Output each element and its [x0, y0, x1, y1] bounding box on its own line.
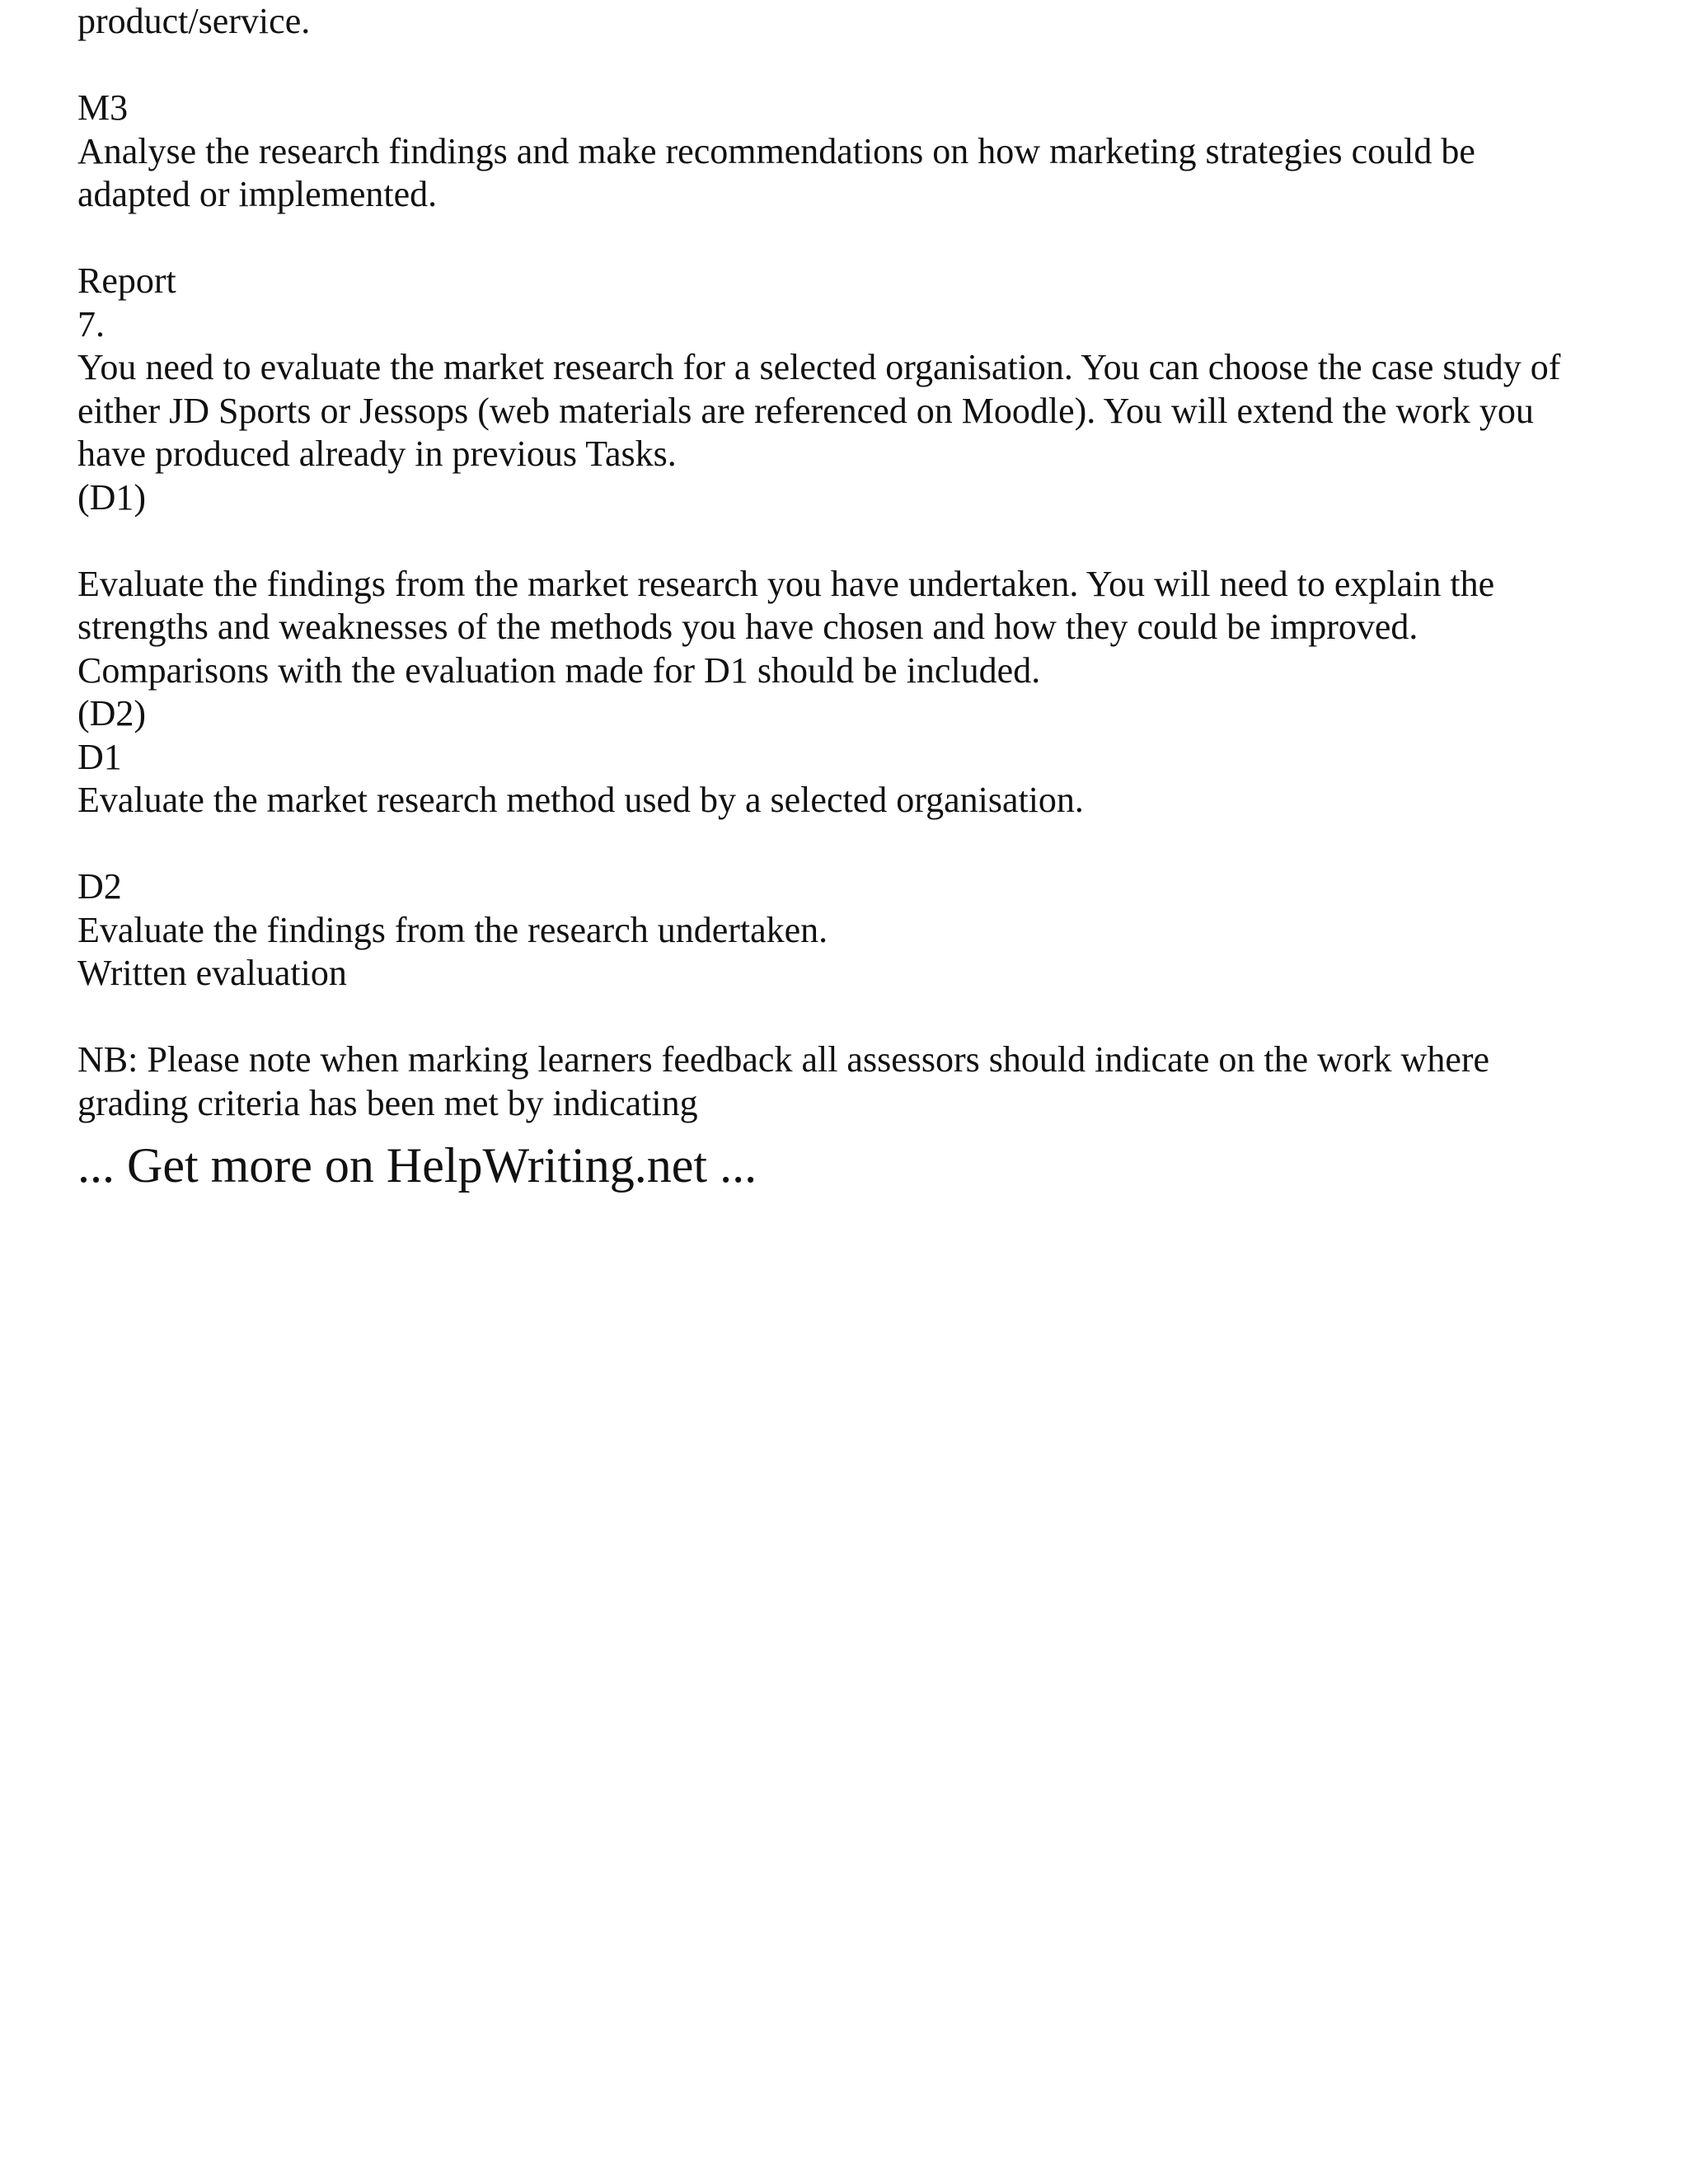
text-line: product/service. [77, 1, 311, 41]
text-line: Written evaluation [77, 953, 347, 993]
text-line: have produced already in previous Tasks. [77, 434, 677, 474]
text-line: Comparisons with the evaluation made for D1 should be included. [77, 649, 1041, 691]
criterion-code-d2: D2 [77, 866, 122, 907]
criterion-code-m3: M3 [77, 87, 129, 128]
get-more-link[interactable]: ... Get more on HelpWriting.net ... [77, 1138, 757, 1193]
criterion-ref-d1: (D1) [77, 476, 147, 518]
text-line: either JD Sports or Jessops (web materials are referenced on Moodle). You will extend the work you [77, 390, 1534, 431]
text-line: You need to evaluate the market research for a selected organisation. You can choose the case study of [77, 347, 1561, 387]
text-line: Evaluate the findings from the research undertaken. [77, 909, 828, 950]
criterion-code-d1: D1 [77, 736, 122, 777]
task-number: 7. [77, 303, 105, 344]
text-line: NB: Please note when marking learners feedback all assessors should indicate on the work where [77, 1039, 1490, 1080]
text-line: Evaluate the findings from the market research you have undertaken. You will need to explain the [77, 563, 1495, 604]
text-line: adapted or implemented. [77, 174, 438, 214]
paragraph-gap [77, 217, 1643, 260]
paragraph-gap [77, 519, 1643, 563]
document-page [77, 0, 1643, 1194]
text-line: Evaluate the market research method used by a selected organisation. [77, 780, 1084, 820]
text-line: grading criteria has been met by indicating [77, 1082, 698, 1123]
paragraph-gap [77, 996, 1643, 1039]
section-label-report: Report [77, 260, 176, 301]
text-line: Analyse the research findings and make recommendations on how marketing strategies could be [77, 130, 1475, 171]
text-line: strengths and weaknesses of the methods you have chosen and how they could be improved. [77, 607, 1418, 647]
paragraph-gap [77, 44, 1643, 87]
criterion-ref-d2: (D2) [77, 693, 147, 733]
paragraph-gap [77, 823, 1643, 866]
